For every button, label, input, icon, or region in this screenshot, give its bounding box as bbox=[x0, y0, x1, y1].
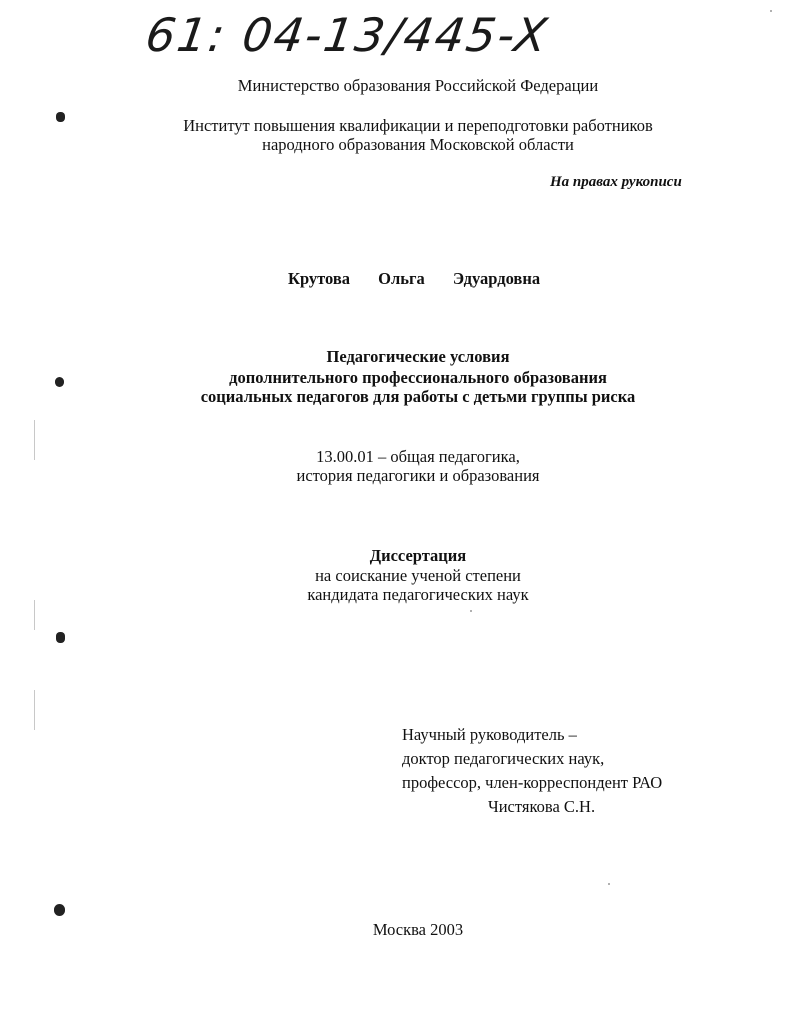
dissertation-title-line1: Педагогические условия bbox=[326, 347, 510, 366]
manuscript-rights-note: На правах рукописи bbox=[550, 174, 682, 190]
handwritten-archive-code: 61: 04-13/445-X bbox=[142, 8, 553, 62]
dissertation-title-line3: социальных педагогов для работы с детьми группы риска bbox=[200, 387, 636, 406]
scan-margin-line bbox=[34, 690, 35, 730]
author-name: Крутова Ольга Эдуардовна bbox=[288, 269, 541, 288]
scan-speck bbox=[770, 10, 772, 12]
supervisor-line1: Научный руководитель – bbox=[402, 725, 577, 744]
document-type-heading: Диссертация bbox=[369, 546, 467, 565]
supervisor-name: Чистякова С.Н. bbox=[488, 797, 596, 816]
scan-speck bbox=[470, 610, 472, 612]
degree-line1: на соискание ученой степени bbox=[315, 566, 521, 585]
institute-name-line1: Институт повышения квалификации и переподготовки работников bbox=[183, 116, 653, 135]
binding-hole-mark bbox=[54, 904, 65, 916]
city-year: Москва 2003 bbox=[372, 920, 464, 939]
supervisor-block bbox=[402, 723, 662, 819]
degree-line2: кандидата педагогических наук bbox=[307, 585, 529, 604]
supervisor-line3: профессор, член-корреспондент РАО bbox=[402, 773, 663, 792]
binding-hole-mark bbox=[56, 632, 65, 643]
scan-speck bbox=[608, 883, 610, 885]
institute-name-line2: народного образования Московской области bbox=[262, 135, 574, 154]
ministry-name: Министерство образования Российской Федерации bbox=[237, 76, 599, 95]
supervisor-line2: доктор педагогических наук, bbox=[402, 749, 605, 768]
specialty-code-line1: 13.00.01 – общая педагогика, bbox=[316, 447, 520, 466]
dissertation-title-line2: дополнительного профессионального образования bbox=[229, 368, 607, 387]
specialty-code-line2: история педагогики и образования bbox=[296, 466, 540, 485]
